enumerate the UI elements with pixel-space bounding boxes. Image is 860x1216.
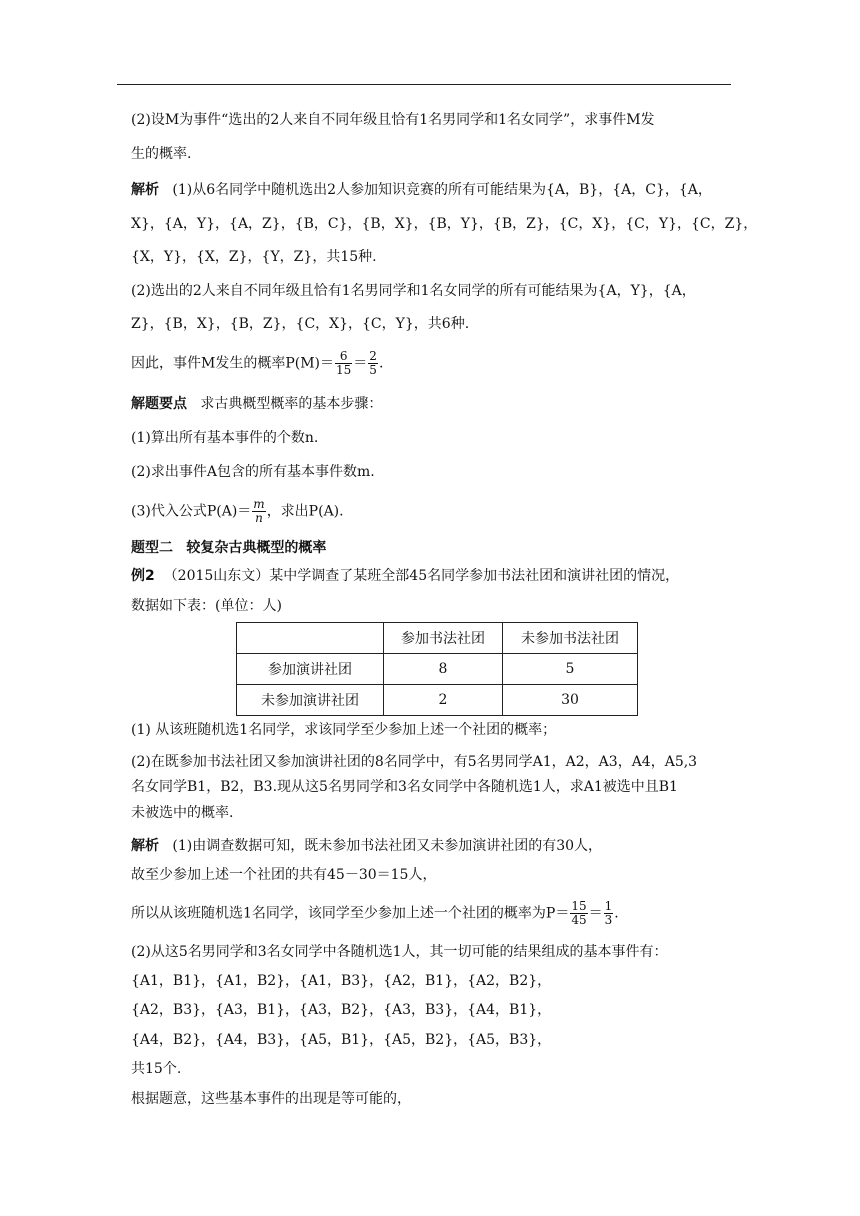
type-two-label: 题型二	[131, 540, 173, 556]
text-line: 数据如下表：(单位：人)	[131, 598, 282, 614]
section-heading	[131, 538, 326, 558]
table-cell: 8	[384, 654, 503, 685]
text-line: 生的概率.	[131, 146, 192, 162]
key-points-label: 解题要点	[131, 396, 187, 412]
text-line: (2)求出事件A包含的所有基本事件数m.	[131, 464, 375, 480]
table-header-row	[237, 623, 638, 654]
section-title: 较复杂古典概型的概率	[186, 540, 327, 556]
table-row	[237, 654, 638, 685]
table-cell: 参加书法社团	[384, 623, 503, 654]
table-row	[237, 685, 638, 716]
text-line	[131, 836, 602, 856]
example-line	[131, 566, 679, 586]
text-line: (2)设M为事件“选出的2人来自不同年级且恰有1名男同学和1名女同学”，求事件M发	[131, 112, 655, 128]
probability-line: 因此，事件M发生的概率P(M)＝ $\frac{6}{15}$ ＝ $\frac{2}{5}$ .	[131, 349, 384, 377]
text-line: {A4，B2}，{A4，B3}，{A5，B1}，{A5，B2}，{A5，B3}，	[131, 1032, 552, 1048]
text-span: (1)由调查数据可知，既未参加书法社团又未参加演讲社团的有30人，	[172, 838, 603, 854]
text-span: 因此，事件M发生的概率P(M)＝	[131, 355, 335, 372]
text-line: (2)选出的2人来自不同年级且恰有1名男同学和1名女同学的所有可能结果为{A，Y}，{A，	[131, 283, 696, 299]
probability-line: 所以从该班随机选1名同学，该同学至少参加上述一个社团的概率为P＝ $\frac{15}{45}$ ＝ $\frac{1}{3}$ .	[131, 899, 619, 927]
text-line	[131, 394, 382, 414]
fraction: $\frac{m}{n}$	[253, 497, 265, 525]
text-span: (1)从6名同学中随机选出2人参加知识竞赛的所有可能结果为{A，B}，{A，C}，{A，	[172, 182, 712, 198]
text-span: （2015山东文）某中学调查了某班全部45名同学参加书法社团和演讲社团的情况，	[163, 568, 680, 584]
text-span: ，求出P(A).	[266, 503, 344, 520]
text-span: (3)代入公式P(A)＝	[131, 503, 252, 520]
table-cell: 5	[503, 654, 638, 685]
table-cell: 未参加演讲社团	[237, 685, 384, 716]
table-cell: 未参加书法社团	[503, 623, 638, 654]
example-label: 例2	[131, 568, 155, 584]
text-span: 所以从该班随机选1名同学，该同学至少参加上述一个社团的概率为P＝	[131, 905, 570, 922]
fraction: $\frac{1}{3}$	[604, 899, 613, 927]
text-line: (1) 从该班随机选1名同学，求该同学至少参加上述一个社团的概率；	[131, 722, 557, 738]
text-line: (2)从这5名男同学和3名女同学中各随机选1人，其一切可能的结果组成的基本事件有：	[131, 944, 668, 960]
table-cell: 参加演讲社团	[237, 654, 384, 685]
text-line	[131, 180, 712, 200]
formula-line	[131, 498, 344, 525]
text-line: {A2，B3}，{A3，B1}，{A3，B2}，{A3，B3}，{A4，B1}，	[131, 1002, 552, 1018]
text-line: {X，Y}，{X，Z}，{Y，Z}，共15种.	[131, 249, 377, 265]
text-span: 求古典概型概率的基本步骤：	[200, 396, 383, 412]
text-line: 名女同学B1，B2，B3.现从这5名男同学和3名女同学中各随机选1人，求A1被选中且B1	[131, 779, 678, 795]
text-line: {A1，B1}，{A1，B2}，{A1，B3}，{A2，B1}，{A2，B2}，	[131, 973, 552, 989]
analysis-label: 解析	[131, 838, 159, 854]
text-line: 共15个.	[131, 1061, 182, 1077]
text-line: Z}，{B，X}，{B，Z}，{C，X}，{C，Y}，共6种.	[131, 316, 470, 332]
table-cell: 2	[384, 685, 503, 716]
text-line: (2)在既参加书法社团又参加演讲社团的8名同学中，有5名男同学A1，A2，A3，A4，A5,3	[131, 754, 698, 770]
fraction: $\frac{6}{15}$	[336, 349, 352, 377]
analysis-label: 解析	[131, 182, 159, 198]
text-line: (1)算出所有基本事件的个数n.	[131, 430, 319, 446]
fraction: $\frac{2}{5}$	[369, 349, 377, 377]
header-rule	[117, 84, 731, 85]
text-line: 故至少参加上述一个社团的共有45－30＝15人，	[131, 867, 437, 883]
text-line: 未被选中的概率.	[131, 805, 234, 821]
table-cell: 30	[503, 685, 638, 716]
table-cell	[237, 623, 384, 654]
fraction: $\frac{15}{45}$	[571, 899, 587, 927]
text-line: 根据题意，这些基本事件的出现是等可能的，	[131, 1091, 411, 1107]
data-table	[236, 622, 638, 716]
text-line: X}，{A，Y}，{A，Z}，{B，C}，{B，X}，{B，Y}，{B，Z}，{C，X}，{C，Y}，{C，Z}，	[131, 216, 758, 232]
